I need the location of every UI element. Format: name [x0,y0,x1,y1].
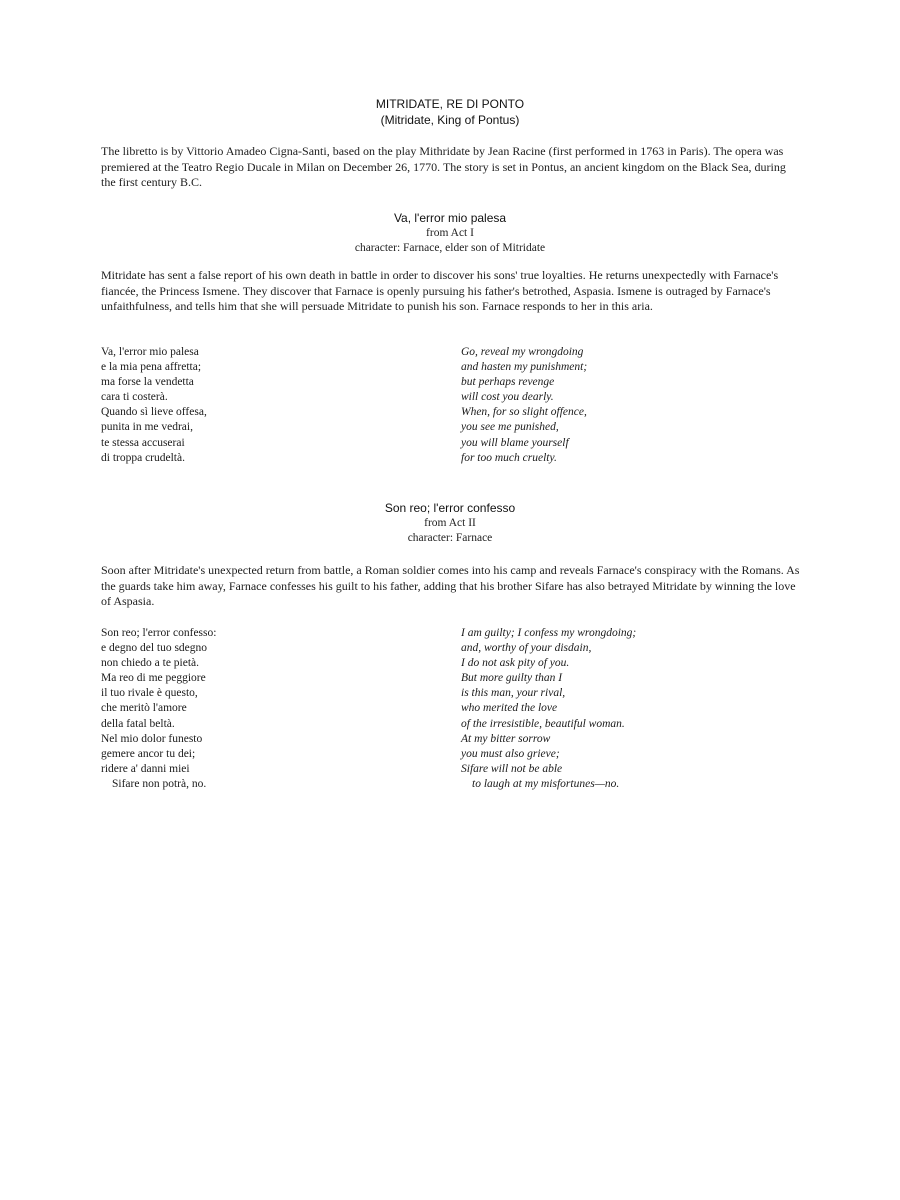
aria-title: Son reo; l'error confesso [384,501,516,515]
translation-line: At my bitter sorrow [461,732,551,745]
verse-line: e degno del tuo sdegno [101,642,208,655]
aria-synopsis: Mitridate has sent a false report of his own death in battle in order to discover his sons' true loyalties. He returns unexpectedly with Farnace's fiancée, the Princess Ismene. They discover that Farnace is openly pursuing his father's betrothed, Aspasia. Ismene is outraged by Farnace's unfaithfulness, and tells him that she will persuade Mitridate to punish his son. Farnace responds to her in this aria. [101,268,779,314]
verse-line: che meritò l'amore [101,702,187,715]
translation-line: but perhaps revenge [461,376,555,389]
translation-line: of the irresistible, beautiful woman. [461,717,625,730]
italian-verse [101,345,421,466]
title-block [0,96,900,128]
verse-line: Nel mio dolor funesto [101,732,203,745]
aria-heading [0,500,900,546]
translation-line: you must also grieve; [461,747,560,760]
translation-line: who merited the love [461,702,558,715]
intro-paragraph: The libretto is by Vittorio Amadeo Cigna-Santi, based on the play Mithridate by Jean Racine (first performed in 1763 in Paris). The opera was premiered at the Teatro Regio Ducale in Milan on December 26, 1770. The story is set in Pontus, an ancient kingdom on the Black Sea, during the first century B.C. [101,144,786,190]
aria-synopsis: Soon after Mitridate's unexpected return from battle, a Roman soldier comes into his camp and reveals Farnace's conspiracy with the Romans. As the guards take him away, Farnace confesses his guilt to his father, adding that his brother Sifare has also betrayed Mitridate by winning the love of Aspasia. [101,563,800,609]
opera-title: MITRIDATE, RE DI PONTO [375,97,525,111]
aria-act: from Act II [424,517,476,529]
verse-line: di troppa crudeltà. [101,451,185,464]
english-translation [461,626,821,792]
translation-line: When, for so slight offence, [461,406,587,419]
translation-line: But more guilty than I [461,672,563,685]
verse-line: cara ti costerà. [101,391,168,404]
verse-line: non chiedo a te pietà. [101,657,200,670]
verse-line: ma forse la vendetta [101,376,194,389]
verse-line: Ma reo di me peggiore [101,672,206,685]
italian-verse [101,626,421,792]
aria-act: from Act I [426,227,474,239]
verse-line: Va, l'error mio palesa [101,346,199,358]
english-translation [461,345,821,466]
aria-character: character: Farnace, elder son of Mitridate [354,242,546,254]
verse-line: gemere ancor tu dei; [101,747,196,760]
opera-subtitle: (Mitridate, King of Pontus) [380,113,520,127]
verse-line: Sifare non potrà, no. [112,777,207,790]
translation-line: Sifare will not be able [461,762,563,775]
aria-title: Va, l'error mio palesa [393,211,507,225]
verse-line: il tuo rivale è questo, [101,687,198,700]
translation-line: you see me punished, [461,421,559,434]
verse-line: ridere a' danni miei [101,762,190,775]
verse-line: e la mia pena affretta; [101,361,202,374]
verse-line: Son reo; l'error confesso: [101,627,217,639]
verse-line: punita in me vedrai, [101,421,193,434]
translation-line: you will blame yourself [461,436,569,449]
verse-line: te stessa accuserai [101,436,185,449]
translation-line: and hasten my punishment; [461,361,588,374]
translation-line: to laugh at my misfortunes—no. [472,777,620,790]
translation-line: will cost you dearly. [461,391,554,404]
translation-line: I am guilty; I confess my wrongdoing; [461,627,637,639]
verse-line: della fatal beltà. [101,717,175,730]
aria-character: character: Farnace [407,532,493,544]
translation-line: I do not ask pity of you. [461,657,570,670]
translation-line: for too much cruelty. [461,451,557,464]
translation-line: and, worthy of your disdain, [461,642,592,655]
aria-heading [0,210,900,256]
translation-line: is this man, your rival, [461,687,566,700]
translation-line: Go, reveal my wrongdoing [461,346,584,358]
verse-line: Quando sì lieve offesa, [101,406,207,419]
